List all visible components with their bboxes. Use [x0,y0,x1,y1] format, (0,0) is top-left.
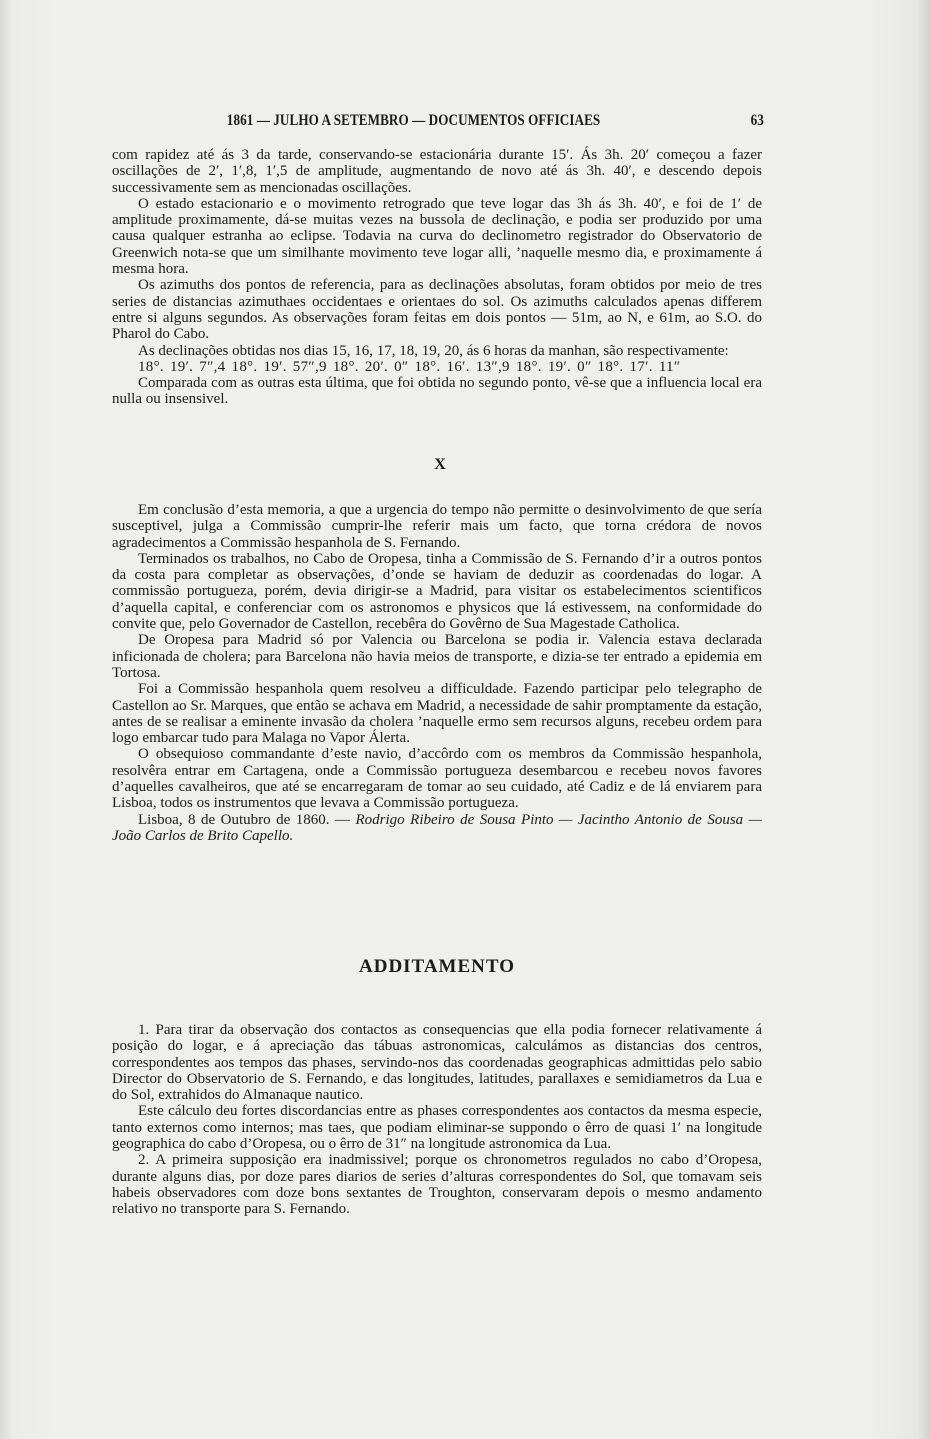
paragraph: Comparada com as outras esta última, que foi obtida no segundo ponto, vê-se que a influencia local era nulla ou insensivel. [112,375,762,408]
paragraph: Este cálculo deu fortes discordancias entre as phases correspondentes aos contactos da mesma especie, tanto externos como internos; mas taes, que podiam eliminar-se suppondo o êrro de quasi 1′ na longitude geographica do cabo d’Oropesa, ou o êrro de 31″ na longitude astronomica da Lua. [112,1103,762,1153]
signature-names: Rodrigo Ribeiro de Sousa Pinto — Jacintho Antonio de Sousa — João Carlos de Brito Capello. [112,811,762,844]
paragraph: com rapidez até ás 3 da tarde, conservando-se estacionária durante 15′. Ás 3h. 20′ começou a fazer oscillações de 2′, 1′,8, 1′,5 de amplitude, augmentando de novo até ás 3h. 40′, e descendo depois successivamente sem as mencionadas oscillações. [112,147,762,196]
header-title: 1861 — JULHO A SETEMBRO — DOCUMENTOS OFFICIAES [226,112,601,129]
paragraph: As declinações obtidas nos dias 15, 16, 17, 18, 19, 20, ás 6 horas da manhan, são respectivamente: [138,342,729,359]
additamento-heading: ADDITAMENTO [359,956,515,977]
paragraph: De Oropesa para Madrid só por Valencia ou Barcelona se podia ir. Valencia estava declarada inficionada de cholera; para Barcelona não havia meios de transporte, e dizia-se ter entrado a epidemia em Tortosa. [112,632,762,681]
signature-line [112,812,762,845]
paragraph: O estado estacionario e o movimento retrogrado que teve logar das 3h ás 3h. 40′, e foi de 1′ de amplitude proximamente, dá-se muitas vezes na bussola de declinação, e podia ser produzido por uma causa qualquer estranha ao eclipse. Todavia na curva do declinometro registrador do Observatorio de Greenwich nota-se que um similhante movimento teve logar alli, ’naquelle mesmo dia, e proximamente á mesma hora. [112,195,762,278]
middle-text-block [112,502,762,844]
paragraph: Os azimuths dos pontos de referencia, para as declinações absolutas, foram obtidos por meio de tres series de distancias azimuthaes occidentaes e orientaes do sol. Os azimuths calculados apenas differem entre si alguns segundos. As observações foram feitas em dois pontos — 51m, ao N, e 61m, ao S.O. do Pharol do Cabo. [112,277,762,343]
paragraph: Em conclusão d’esta memoria, a que a urgencia do tempo não permitte o desinvolvimento de que sería susceptivel, julga a Commissão cumprir-lhe referir mais um facto, que torna crédora de novos agradecimentos a Commissão hespanhola de S. Fernando. [112,502,762,551]
page-number: 63 [750,112,764,129]
paragraph: 1. Para tirar da observação dos contactos as consequencias que ella podia fornecer relativamente á posição do logar, e á apreciação das tábuas astronomicas, calculámos as distancias dos centros, correspondentes aos tempos das phases, servindo-nos das coordenadas geographicas admittidas pelo sabio Director do Observatorio de S. Fernando, e das longitudes, latitudes, parallaxes e semidiametros da Lua e do Sol, extrahidos do Almanaque nautico. [112,1022,762,1104]
running-header [112,112,764,136]
paragraph: O obsequioso commandante d’este navio, d’accôrdo com os membros da Commissão hespanhola, resolvêra entrar em Cartagena, onde a Commissão portugueza desembarcou e recebeu novos favores d’aquelles cavalheiros, que até se encarregaram de tomar ao seu cuidado, até Cadiz e de lá enviarem para Lisboa, todos os instrumentos que levava a Commissão portugueza. [112,746,762,812]
top-text-block [112,147,762,408]
section-heading-x: X [434,456,446,473]
paragraph: Foi a Commissão hespanhola quem resolveu a difficuldade. Fazendo participar pelo telegrapho de Castellon ao Sr. Marques, que então se achava em Madrid, a necessidade de sahir promptamente da estação, antes de se realisar a eminente invasão da cholera ’naquelle ermo sem recursos alguns, recebeu ordem para logo embarcar tudo para Malaga no Vapor Álerta. [112,681,762,747]
signature-place-date: Lisboa, 8 de Outubro de 1860. — [138,811,351,828]
declination-values: 18°. 19′. 7″,4 18°. 19′. 57″,9 18°. 20′. 0″ 18°. 16′. 13″,9 18°. 19′. 0″ 18°. 17′. 11″ [138,358,681,375]
paragraph: Terminados os trabalhos, no Cabo de Oropesa, tinha a Commissão de S. Fernando d’ir a outros pontos da costa para completar as observações, d’onde se haviam de deduzir as coordenadas do logar. A commissão portugueza, porém, devia dirigir-se a Madrid, para visitar os estabelecimentos scientificos d’aquella capital, e conferenciar com os astronomos e physicos que lá estivessem, na conformidade do convite que, pelo Governador de Castellon, recebêra do Govêrno de Sua Magestade Catholica. [112,550,762,633]
paragraph: 2. A primeira supposição era inadmissivel; porque os chronometros regulados no cabo d’Oropesa, durante alguns dias, por doze pares diarios de series d’alturas correspondentes do Sol, que tomavam seis habeis observadores com doze bons sextantes de Troughton, conservaram depois o mesmo andamento relativo no transporte para S. Fernando. [112,1152,762,1218]
bottom-text-block [112,1022,762,1218]
